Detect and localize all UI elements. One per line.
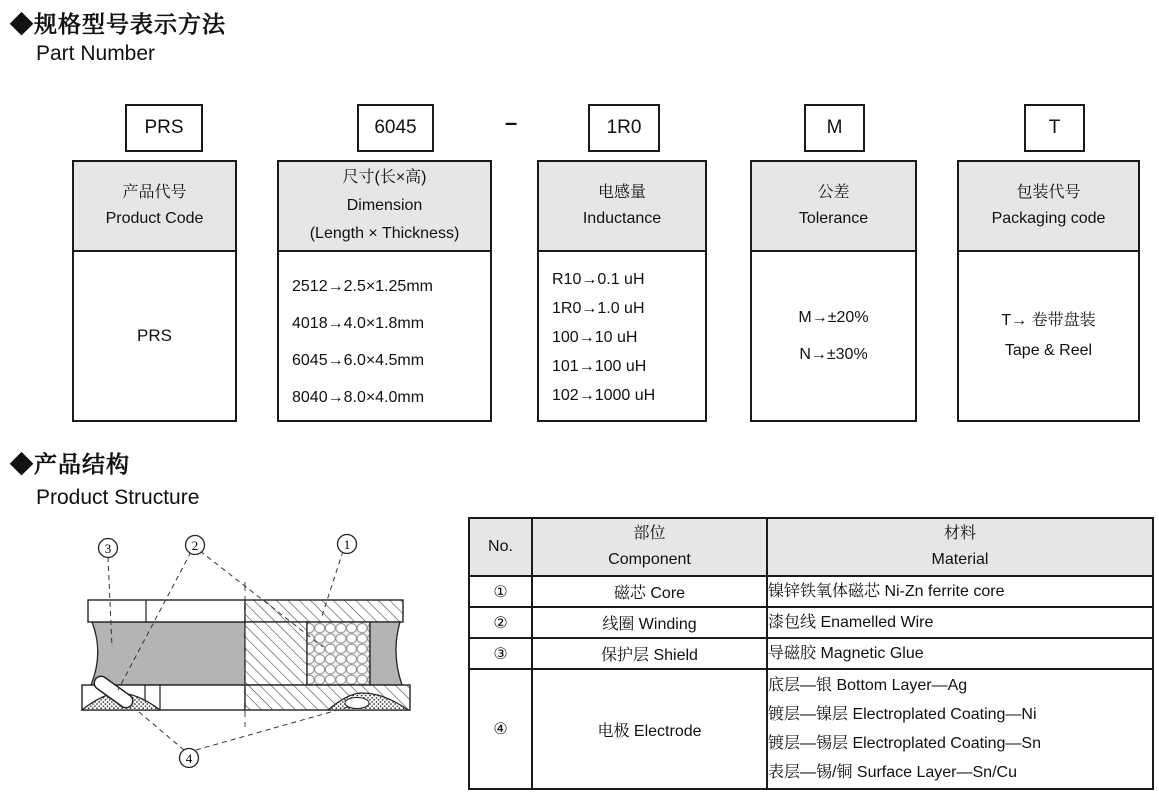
part-number-title-zh: ◆规格型号表示方法	[10, 11, 226, 37]
body-line: 100→10 uH	[552, 329, 638, 346]
header-line: 产品代号	[122, 184, 187, 201]
table-row-core	[469, 576, 1153, 607]
code-box-inductance: 1R0	[588, 104, 660, 152]
segment-table-tolerance	[750, 160, 917, 422]
code-box-product: PRS	[125, 104, 203, 152]
segment-header	[752, 162, 915, 252]
body-line: PRS	[137, 326, 172, 345]
segment-header	[539, 162, 705, 252]
body-line: 2512→2.5×1.25mm	[292, 278, 433, 295]
header-text: No.	[488, 538, 513, 555]
header-line: (Length × Thickness)	[309, 225, 460, 242]
body-line: 6045→6.0×4.5mm	[292, 352, 425, 369]
header-line: 包装代号	[1016, 184, 1081, 201]
table-row-shield	[469, 638, 1153, 669]
segment-body	[959, 252, 1138, 420]
code-box-tolerance: M	[804, 104, 865, 152]
body-line: Tape & Reel	[1004, 342, 1093, 359]
header-text: 部位	[633, 525, 666, 542]
row-material: 表层—锡/铜 Surface Layer—Sn/Cu	[768, 764, 1017, 781]
segment-header	[74, 162, 235, 252]
product-structure-diagram	[60, 520, 460, 790]
row-material: 底层—银 Bottom Layer—Ag	[768, 677, 968, 694]
wire-terminal-right	[345, 698, 369, 709]
row-component: 线圈 Winding	[532, 607, 767, 638]
structure-table	[468, 517, 1154, 790]
body-line: M→±20%	[798, 309, 869, 326]
body-line: 1R0→1.0 uH	[552, 300, 645, 317]
body-line: 4018→4.0×1.8mm	[292, 315, 425, 332]
header-line: Inductance	[582, 210, 662, 227]
diagram-label-2-icon: 2	[191, 538, 199, 553]
product-structure-title-zh: ◆产品结构	[10, 451, 130, 477]
row-no: ③	[469, 638, 532, 669]
segment-body	[539, 252, 705, 410]
row-material: 漆包线 Enamelled Wire	[768, 614, 934, 631]
header-line: 尺寸(长×高)	[342, 169, 427, 186]
row-component: 磁芯 Core	[532, 576, 767, 607]
table-row-electrode	[469, 669, 1153, 789]
header-line: Tolerance	[798, 210, 869, 227]
header-text: Component	[608, 551, 691, 568]
body-line: 8040→8.0×4.0mm	[292, 389, 425, 406]
header-text: Material	[931, 551, 989, 568]
segment-header	[279, 162, 490, 252]
header-line: 公差	[817, 184, 850, 201]
body-line: 101→100 uH	[552, 358, 647, 375]
product-structure-title-en: Product Structure	[36, 486, 200, 509]
header-line: 电感量	[597, 184, 646, 201]
segment-body	[279, 252, 490, 416]
diagram-label-4-icon: 4	[185, 751, 193, 766]
header-line: Product Code	[105, 210, 204, 227]
structure-table-header-row	[469, 518, 1153, 576]
shield-region	[91, 622, 245, 685]
col-header-component	[532, 518, 767, 576]
row-material: 镀层—镍层 Electroplated Coating—Ni	[768, 706, 1037, 723]
header-text: 材料	[943, 525, 976, 542]
row-component: 保护层 Shield	[532, 638, 767, 669]
segment-table-inductance	[537, 160, 707, 422]
shield-region-right	[370, 622, 402, 685]
diagram-label-3-icon: 3	[104, 541, 112, 556]
segment-body	[752, 252, 915, 420]
row-no: ④	[469, 669, 532, 789]
segment-table-product-code	[72, 160, 237, 422]
table-row-winding	[469, 607, 1153, 638]
body-line: T→ 卷带盘装	[1001, 312, 1096, 329]
core-section	[245, 622, 307, 685]
code-box-packaging: T	[1024, 104, 1085, 152]
body-line: 102→1000 uH	[552, 387, 656, 404]
header-line: Dimension	[346, 197, 423, 214]
col-header-material	[767, 518, 1153, 576]
header-line: Packaging code	[991, 210, 1106, 227]
row-material: 镀层—锡层 Electroplated Coating—Sn	[768, 735, 1042, 752]
row-no: ①	[469, 576, 532, 607]
top-plate-left	[88, 600, 245, 622]
col-header-no	[469, 518, 532, 576]
row-no: ②	[469, 607, 532, 638]
part-number-title-en: Part Number	[36, 42, 156, 65]
segment-header	[959, 162, 1138, 252]
top-plate-core-section	[245, 600, 403, 622]
winding-region	[307, 622, 370, 685]
row-material: 镍锌铁氧体磁芯 Ni-Zn ferrite core	[768, 583, 1005, 600]
body-line: N→±30%	[799, 346, 868, 363]
code-box-dimension: 6045	[357, 104, 434, 152]
segment-table-dimension	[277, 160, 492, 422]
segment-body	[74, 252, 235, 420]
row-component: 电极 Electrode	[532, 669, 767, 789]
diagram-label-1-icon: 1	[343, 537, 351, 552]
segment-table-packaging	[957, 160, 1140, 422]
code-separator: –	[505, 110, 518, 135]
row-material: 导磁胶 Magnetic Glue	[768, 645, 924, 662]
body-line: R10→0.1 uH	[552, 271, 645, 288]
